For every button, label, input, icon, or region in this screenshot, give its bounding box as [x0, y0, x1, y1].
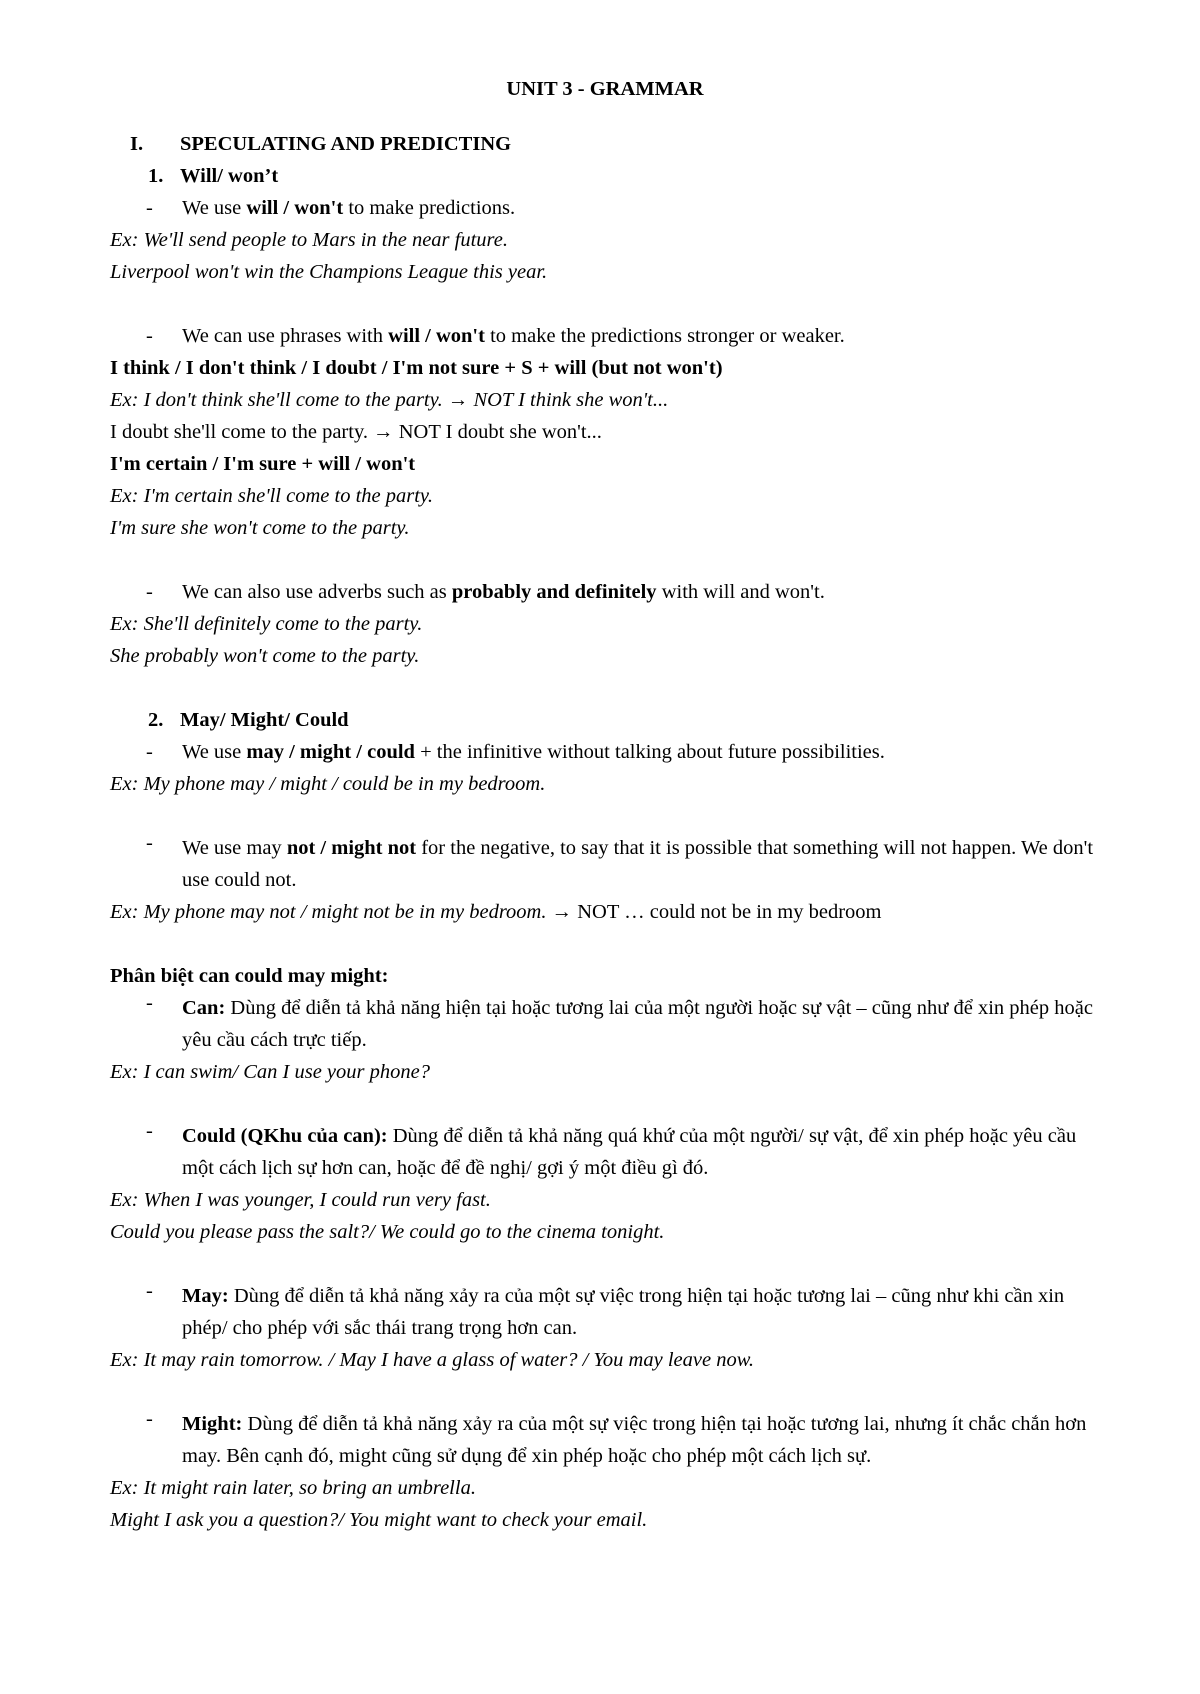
example-line: Could you please pass the salt?/ We could go to the cinema tonight.: [110, 1221, 665, 1243]
bullet-dash: -: [146, 197, 153, 219]
bullet-text: We use: [182, 741, 247, 763]
bullet-text: for the negative, to say that it is possible that something will not happen. We don't use could not.: [182, 837, 1094, 891]
bullet-bold: will / won't: [246, 197, 344, 219]
example-line: Ex: I don't think she'll come to the party. → NOT I think she won't...: [110, 389, 669, 411]
example-plain: → NOT … could not be in my bedroom: [546, 901, 882, 923]
bullet-text: We can also use adverbs such as: [182, 581, 452, 603]
bullet-text: to make predictions.: [343, 197, 516, 219]
bullet-adverbs: [110, 576, 1100, 608]
bullet-dash: -: [146, 1280, 153, 1302]
subheading-label: May/ Might/ Could: [180, 709, 349, 731]
compare-heading: Phân biệt can could may might:: [110, 965, 389, 987]
example-line: Ex: My phone may / might / could be in my bedroom.: [110, 773, 546, 795]
section-heading-speculating: [110, 128, 1100, 160]
example-line: Ex: It may rain tomorrow. / May I have a glass of water? / You may leave now.: [110, 1349, 754, 1371]
example-line: Ex: I can swim/ Can I use your phone?: [110, 1061, 430, 1083]
section-number: I.: [130, 133, 144, 155]
bullet-might: [110, 1408, 1100, 1472]
bullet-text: We use: [182, 197, 247, 219]
subheading-number: 2.: [148, 709, 164, 731]
subheading-number: 1.: [148, 165, 164, 187]
bullet-dash: -: [146, 741, 153, 763]
bullet-will-predictions: [110, 192, 1100, 224]
example-line: I'm sure she won't come to the party.: [110, 517, 410, 539]
example-line: I doubt she'll come to the party. → NOT I doubt she won't...: [110, 421, 602, 443]
bullet-text: Dùng để diễn tả khả năng hiện tại hoặc tương lai của một người hoặc sự vật – cũng như để xin phép hoặc yêu cầu cách trực tiếp.: [182, 997, 1093, 1051]
bullet-dash: -: [146, 992, 153, 1014]
example-line: Ex: We'll send people to Mars in the near future.: [110, 229, 508, 251]
subheading-will-wont: [110, 160, 1100, 192]
bullet-text: We can use phrases with: [182, 325, 389, 347]
bullet-phrases-with-will: [110, 320, 1100, 352]
subheading-label: Will/ won’t: [180, 165, 279, 187]
bullet-may-might-could: [110, 736, 1100, 768]
document-page: [110, 70, 1100, 1536]
page-title: UNIT 3 - GRAMMAR: [506, 78, 704, 100]
bullet-can: [110, 992, 1100, 1056]
bullet-bold: Might:: [182, 1413, 243, 1435]
example-line: Ex: She'll definitely come to the party.: [110, 613, 423, 635]
bullet-dash: -: [146, 832, 153, 854]
bullet-could: [110, 1120, 1100, 1184]
rule-line: I think / I don't think / I doubt / I'm not sure + S + will (but not won't): [110, 357, 723, 379]
bullet-may: [110, 1280, 1100, 1344]
section-label: SPECULATING AND PREDICTING: [180, 133, 512, 155]
bullet-dash: -: [146, 1408, 153, 1430]
bullet-bold: will / won't: [388, 325, 485, 347]
bullet-bold: may / might / could: [246, 741, 415, 763]
bullet-text: with will and won't.: [656, 581, 825, 603]
bullet-bold: May:: [182, 1285, 229, 1307]
bullet-bold: Could (QKhu của can):: [182, 1125, 388, 1147]
bullet-dash: -: [146, 581, 153, 603]
example-line: She probably won't come to the party.: [110, 645, 420, 667]
bullet-text: Dùng để diễn tả khả năng xảy ra của một sự việc trong hiện tại hoặc tương lai – cũng như khi cần xin phép/ cho phép với sắc thái trang trọng hơn can.: [182, 1285, 1065, 1339]
rule-line: I'm certain / I'm sure + will / won't: [110, 453, 416, 475]
bullet-dash: -: [146, 325, 153, 347]
bullet-text: + the infinitive without talking about future possibilities.: [414, 741, 885, 763]
example-italic: Ex: My phone may not / might not be in my bedroom.: [110, 901, 547, 923]
example-line: [110, 896, 1100, 928]
bullet-text: We use may: [182, 837, 287, 859]
subheading-may-might-could: [110, 704, 1100, 736]
bullet-text: Dùng để diễn tả khả năng xảy ra của một sự việc trong hiện tại hoặc tương lai, nhưng ít chắc chắn hơn may. Bên cạnh đó, might cũng sử dụng để xin phép hoặc cho phép một cách lịch sự.: [182, 1413, 1087, 1467]
bullet-bold: probably and definitely: [451, 581, 657, 603]
bullet-bold: Can:: [182, 997, 226, 1019]
bullet-text: Dùng để diễn tả khả năng quá khứ của một người/ sự vật, để xin phép hoặc yêu cầu một cách lịch sự hơn can, hoặc để đề nghị/ gợi ý một điều gì đó.: [182, 1125, 1077, 1179]
example-line: Ex: When I was younger, I could run very fast.: [110, 1189, 491, 1211]
bullet-dash: -: [146, 1120, 153, 1142]
example-line: Ex: It might rain later, so bring an umbrella.: [110, 1477, 476, 1499]
bullet-negative: [110, 832, 1100, 896]
bullet-text: to make the predictions stronger or weaker.: [484, 325, 845, 347]
bullet-bold: not / might not: [286, 837, 417, 859]
example-line: Might I ask you a question?/ You might want to check your email.: [110, 1509, 648, 1531]
example-line: Liverpool won't win the Champions League this year.: [110, 261, 548, 283]
example-line: Ex: I'm certain she'll come to the party.: [110, 485, 434, 507]
